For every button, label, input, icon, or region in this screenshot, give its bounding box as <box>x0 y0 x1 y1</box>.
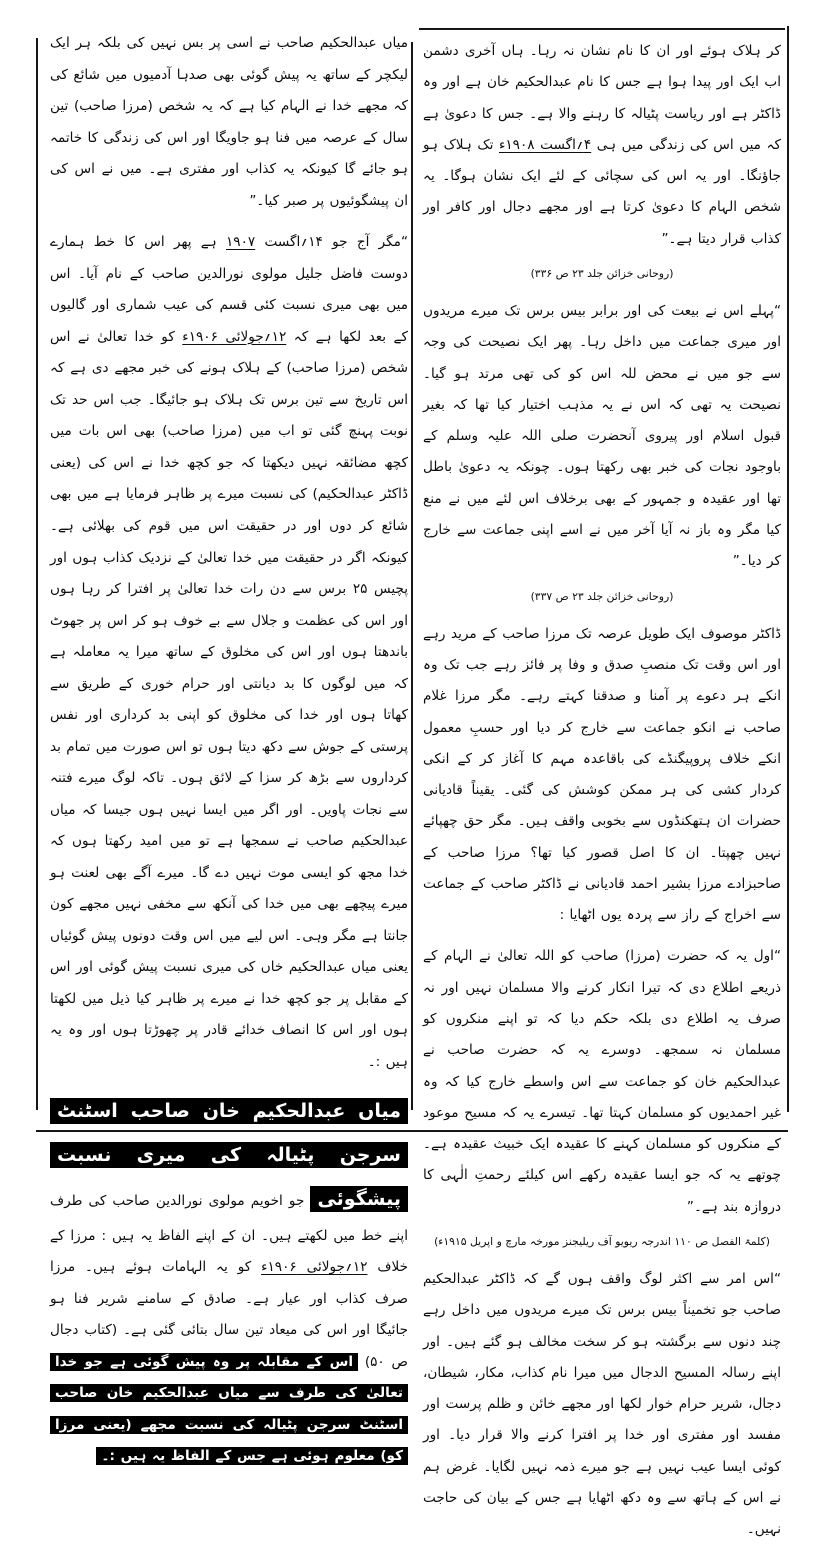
commentary-paragraph: ڈاکٹر موصوف ایک طویل عرصہ تک مرزا صاحب کے مرید رہے اور اس وقت تک منصبِ صدق و وفا پر فائز رہے جب تک وہ انکے ہر دعوے پر آمنا و صدقنا کہتے رہے۔ مگر مرزا غلام صاحب نے انکو جماعت سے خارج کر دیا اور حسبِ معمول انکے خلاف پروپیگنڈے کی باقاعدہ مہم کا آغاز کر کے انکی کردار کشی کی ہر ممکن کوشش کی گئی۔ یقیناً قادیانی حضرات ان ہتھکنڈوں سے بخوبی واقف ہیں۔ مگر حق چھپائے نہیں چھپتا۔ ان کا اصل قصور کیا تھا؟ مرزا صاحب کے صاحبزادے مرزا بشیر احمد قادیانی نے ڈاکٹر صاحب کے جماعت سے اخراج کے راز سے پردہ یوں اٹھایا : <box>423 625 781 924</box>
underlined-date: ۱۲؍جولائی ۱۹۰۶ء <box>261 1259 368 1276</box>
citation: (روحانی خزائن جلد ۲۳ ص ۳۳۶) <box>530 266 674 280</box>
highlighted-passage: اس کے مقابلہ پر وہ پیش گوئی ہے جو خدا تعالیٰ کی طرف سے میاں عبدالحکیم خان صاحب اسٹنٹ سرجن پٹیالہ کی نسبت مجھے (یعنی مرزا کو) معلوم ہوئی ہے جس کے الفاظ یہ ہیں :۔ <box>50 1353 408 1466</box>
text-segment: تک ہلاک ہو جاؤنگا۔ اور یہ اس کی سچائی کے لئے ایک نشان ہوگا۔ یہ شخص الہام کا دعویٰ کرتا ہے اور مجھے دجال اور کافر اور کذاب قرار دیتا ہے۔” <box>423 136 781 247</box>
underlined-date: ۱۹۰۷ <box>226 234 256 251</box>
text-segment: “مگر آج جو ۱۴؍اگست <box>255 234 408 251</box>
frame-rule-right <box>787 26 789 1112</box>
text-segment: ہے پھر اس کا خط ہمارے دوست فاضل جلیل مولوی نورالدین صاحب کے نام آیا۔ اس میں بھی میری نسبت کئی قسم کی عیب شماری اور گالیوں کے بعد لکھا ہے کہ <box>50 234 408 345</box>
citation: (روحانی خزائن جلد ۲۳ ص ۳۳۷) <box>530 589 674 603</box>
quote-paragraph: “اس امر سے اکثر لوگ واقف ہوں گے کہ ڈاکٹر عبدالحکیم صاحب جو تخمیناً بیس برس تک میرے مریدوں میں داخل رہے چند دنوں سے برگشتہ ہو کر سخت مخالف ہو گئے ہیں۔ اور اپنے رسالہ المسیح الدجال میں میرا نام کذاب، مکار، شیطان، دجال، شریر حرام خوار لکھا اور مجھے خائن و ظلم پرست اور مفسد اور مفتری اور خدا پر افترا کرنے والا قرار دیا۔ اور کوئی ایسا عیب نہیں ہے جو میرے ذمہ نہیں لگایا۔ غرض ہم نے اس کے ہاتھ سے وہ دکھ اٹھایا ہے جس کے بیان کی حاجت نہیں۔ <box>423 1271 781 1538</box>
text-segment: کو خدا تعالیٰ نے اس شخص (مرزا صاحب) کے ہلاک ہونے کی خبر مجھے دی ہے کہ اس تاریخ سے تین برس تک ہلاک ہو جائیگا۔ جب اس حد تک نوبت پہنچ گئی تو اب میں (مرزا صاحب) بھی اس بات میں کچھ مضائقہ نہیں دیکھتا کہ جو کچھ خدا نے اس کی (یعنی ڈاکٹر عبدالحکیم) کی نسبت میرے پر ظاہر فرمایا ہے میں بھی شائع کر دوں اور در حقیقت اس میں قوم کی بھلائی ہے۔ کیونکہ اگر در حقیقت میں خدا تعالیٰ کے نزدیک کذاب ہوں اور پچیس ۲۵ برس سے دن رات خدا تعالیٰ پر افترا کر رہا ہوں اور اس کی عظمت و جلال سے بے خوف ہو کر اس پر جھوٹ باندھتا ہوں اور اس کی مخلوق کے ساتھ میرا یہ معاملہ ہے کہ میں لوگوں کا بد دیانتی اور حرام خوری کے طریق سے کھاتا ہوں اور خدا کی مخلوق کو اپنی بد کرداری اور نفس پرستی کے جوش سے دکھ دیتا ہوں تو اس صورت میں تمام بد کرداروں سے بڑھ کر سزا کے لائق ہوں۔ تاکہ لوگ میرے فتنہ سے نجات پاویں۔ اور اگر میں ایسا نہیں ہوں جیسا کہ میاں عبدالحکیم صاحب نے سمجھا ہے تو میں امید رکھتا ہوں کہ خدا مجھ کو ایسی موت نہیں دے گا۔ میرے آگے بھی لعنت ہو میرے پیچھے بھی میں خدا کی آنکھ سے مخفی نہیں مجھے کون جانتا ہے مگر وہی۔ اس لیے میں اس وقت دونوں پیش گوئیاں یعنی میاں عبدالحکیم خاں کی میری نسبت پیش گوئی اور اس کے مقابل پر جو کچھ خدا نے میرے پر ظاہر کیا ذیل میں لکھتا ہوں اور اس کا انصاف خدائے قادر پر چھوڑتا ہوں اور وہ یہ ہیں :۔ <box>50 328 409 1070</box>
left-column <box>50 28 408 1483</box>
quote-paragraph: “اول یہ کہ حضرت (مرزا) صاحب کو اللہ تعالیٰ نے الہام کے ذریعے اطلاع دی کہ تیرا انکار کرنے والا مسلمان نہیں اور نہ صرف یہ اطلاع دی بلکہ حکم دیا کہ تو اپنے منکروں کو مسلمان نہ سمجھ۔ دوسرے یہ کہ حضرت صاحب نے عبدالحکیم خان کو جماعت سے اس واسطے خارج کیا کہ وہ غیر احمدیوں کو مسلمان کہتا تھا۔ تیسرے یہ کہ مسیح موعود کے منکروں کو مسلمان کہنے کا عقیدہ ایک خبیث عقیدہ ہے۔ چوتھے یہ کہ جو ایسا عقیدہ رکھے اس کیلئے رحمتِ الٰہی کا دروازہ بند ہے۔” <box>423 948 781 1215</box>
citation: (کلمۃ الفصل ص ۱۱۰ اندرجہ ریویو آف ریلیجنز مورخہ مارچ و اپریل ۱۹۱۵ء) <box>434 1234 770 1248</box>
underlined-date: ۴؍اگست ۱۹۰۸ء <box>498 136 592 153</box>
text-segment: کو یہ الہامات ہوئے ہیں۔ مرزا صرف کذاب اور عیار ہے۔ صادق کے سامنے شریر فنا ہو جائیگا اور اس کی میعاد تین سال بتائی گئی ہے۔ (کتاب دجال ص ۵۰) <box>50 1259 408 1370</box>
frame-rule-left <box>36 38 38 1110</box>
text-segment: میاں عبدالحکیم صاحب نے اسی پر بس نہیں کی بلکہ ہر ایک لیکچر کے ساتھ یہ پیش گوئی بھی صدہا آدمیوں میں شائع کی کہ مجھے خدا نے الہام کیا ہے کہ یہ شخص (مرزا صاحب) تین سال کے عرصہ میں فنا ہو جاویگا اور اس کی زندگی کا خاتمہ ہو جائے گا کیونکہ یہ کذاب اور مفتری ہے۔ میں نے اس کی ان پیشگوئیوں پر صبر کیا۔” <box>50 35 408 209</box>
quote-paragraph <box>50 227 408 1078</box>
text-segment: جو اخویم مولوی نورالدین صاحب کی طرف اپنے خط میں لکھتے ہیں۔ ان کے اپنے الفاظ یہ ہیں : مرزا کے خلاف <box>50 1192 408 1276</box>
text-segment: کر ہلاک ہوئے اور ان کا نام نشان نہ رہا۔ ہاں آخری دشمن اب ایک اور پیدا ہوا ہے جس کا نام عبدالحکیم خان ہے اور وہ ڈاکٹر ہے اور ریاست پٹیالہ کا رہنے والا ہے۔ جس کا دعویٰ ہے کہ میں اس کی زندگی میں ہی <box>423 43 781 153</box>
prophecy-paragraph <box>50 1089 408 1473</box>
frame-rule-top <box>419 28 785 30</box>
right-column <box>423 36 781 1555</box>
highlighted-heading: میاں عبدالحکیم خان صاحب اسٹنٹ سرجن پٹیالہ کی میری نسبت پیشگوئی <box>50 1098 408 1212</box>
quote-paragraph <box>50 28 408 217</box>
column-divider-rule <box>411 42 413 1110</box>
quote-paragraph: “پہلے اس نے بیعت کی اور برابر بیس برس تک میرے مریدوں اور میری جماعت میں داخل رہا۔ پھر ایک نصیحت کی وجہ سے جو میں نے محض للہ اس کو کی تھی مرتد ہو گیا۔ نصیحت یہ تھی کہ اس نے یہ مذہب اختیار کیا تھا کہ بغیر قبول اسلام اور پیروی آنحضرت صلی اللہ علیہ وسلم کے باوجود نجات کی خبر بھی رکھتا ہوں۔ چونکہ یہ دعویٰ باطل تھا اور عقیدہ و جمہور کے بھی برخلاف اس لئے میں نے منع کیا مگر وہ باز نہ آیا آخر میں نے اسے اپنی جماعت سے خارج کر دیا۔” <box>423 303 781 570</box>
quote-paragraph <box>423 36 781 255</box>
underlined-date: ۱۲؍جولائی ۱۹۰۶ء <box>182 328 287 345</box>
